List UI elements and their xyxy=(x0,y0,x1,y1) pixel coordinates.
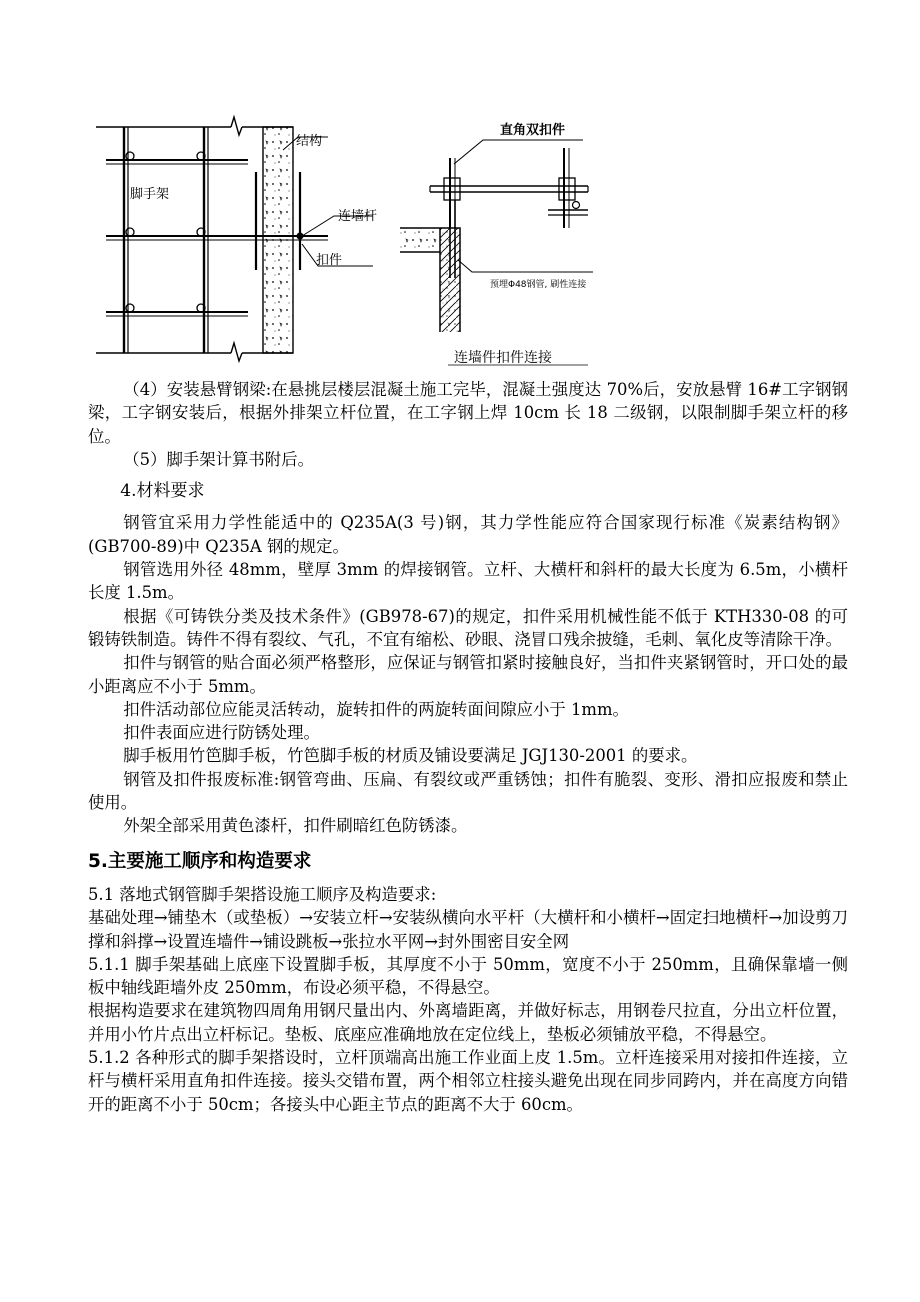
tie-coupler-detail-drawing xyxy=(400,140,593,365)
paragraph: （4）安装悬臂钢梁:在悬挑层楼层混凝土施工完毕，混凝土强度达 70%后，安放悬臂 16#工字钢钢梁，工字钢安装后，根据外排架立杆位置，在工字钢上焊 10cm 长 18 二级钢，以限制脚手架立杆的移位。 xyxy=(88,380,848,446)
paragraph: 钢管宜采用力学性能适中的 Q235A(3 号)钢，其力学性能应符合国家现行标准《炭素结构钢》(GB700-89)中 Q235A 钢的规定。 xyxy=(88,513,848,556)
label-structure: 结构 xyxy=(296,134,323,149)
paragraph: 5.1.2 各种形式的脚手架搭设时，立杆顶端高出施工作业面上皮 1.5m。立杆连接采用对接扣件连接，立杆与横杆采用直角扣件连接。接头交错布置，两个相邻立柱接头避免出现在同步同跨内，并在高度方向错开的距离不小于 50cm；各接头中心距主节点的距离不大于 60cm。 xyxy=(88,1048,848,1114)
detail-figures xyxy=(88,110,648,380)
paragraph: 扣件活动部位应能灵活转动，旋转扣件的两旋转面间隙应小于 1mm。 xyxy=(123,699,629,719)
paragraph: 外架全部采用黄色漆杆，扣件刷暗红色防锈漆。 xyxy=(123,816,468,836)
paragraph: 5.1 落地式钢管脚手架搭设施工顺序及构造要求: xyxy=(88,884,437,904)
paragraph: 脚手板用竹笆脚手板，竹笆脚手板的材质及铺设要满足 JGJ130-2001 的要求。 xyxy=(123,746,698,766)
paragraph: 根据《可铸铁分类及技术条件》(GB978-67)的规定，扣件采用机械性能不低于 KTH330-08 的可锻铸铁制造。铸件不得有裂纹、气孔，不宜有缩松、砂眼、浇冒口残余披缝，毛刺、氧化皮等清除干净。 xyxy=(88,606,848,649)
paragraph: 根据构造要求在建筑物四周角用钢尺量出内、外离墙距离，并做好标志，用钢卷尺拉直，分出立杆位置，并用小竹片点出立杆标记。垫板、底座应准确地放在定位线上，垫板必须铺放平稳，不得悬空。 xyxy=(88,1001,848,1044)
paragraph: 5.1.1 脚手架基础上底座下设置脚手板，其厚度不小于 50mm，宽度不小于 250mm，且确保靠墙一侧板中轴线距墙外皮 250mm，布设必须平稳，不得悬空。 xyxy=(88,954,848,998)
scaffold-elevation-drawing xyxy=(96,117,373,361)
label-embedded-pipe-note: 预埋Φ48钢管, 刷性连接 xyxy=(490,280,587,290)
section-heading: 5.主要施工顺序和构造要求 xyxy=(88,850,312,872)
figure-caption: 连墙件扣件连接 xyxy=(454,350,552,366)
paragraph: 扣件表面应进行防锈处理。 xyxy=(123,723,320,743)
label-coupler: 扣件 xyxy=(316,253,343,268)
paragraph: 钢管选用外径 48mm，壁厚 3mm 的焊接钢管。立杆、大横杆和斜杆的最大长度为 6.5m，小横杆长度 1.5m。 xyxy=(88,560,848,603)
label-scaffold: 脚手架 xyxy=(130,187,170,202)
document-body xyxy=(88,378,848,1116)
paragraph: 扣件与钢管的贴合面必须严格整形，应保证与钢管扣紧时接触良好，当扣件夹紧钢管时，开口处的最小距离应不小于 5mm。 xyxy=(88,653,848,696)
label-right-angle-double-coupler: 直角双扣件 xyxy=(500,123,566,138)
paragraph: 基础处理→铺垫木（或垫板）→安装立杆→安装纵横向水平杆（大横杆和小横杆→固定扫地横杆→加设剪刀撑和斜撑→设置连墙件→铺设跳板→张拉水平网→封外围密目安全网 xyxy=(88,908,848,951)
wall-tie-drawings xyxy=(88,110,648,380)
paragraph: （5）脚手架计算书附后。 xyxy=(123,449,314,469)
label-tie-rod: 连墙杆 xyxy=(338,209,378,224)
subsection-heading: 4.材料要求 xyxy=(120,481,205,502)
paragraph: 钢管及扣件报废标准:钢管弯曲、压扁、有裂纹或严重锈蚀；扣件有脆裂、变形、滑扣应报废和禁止使用。 xyxy=(88,769,848,813)
